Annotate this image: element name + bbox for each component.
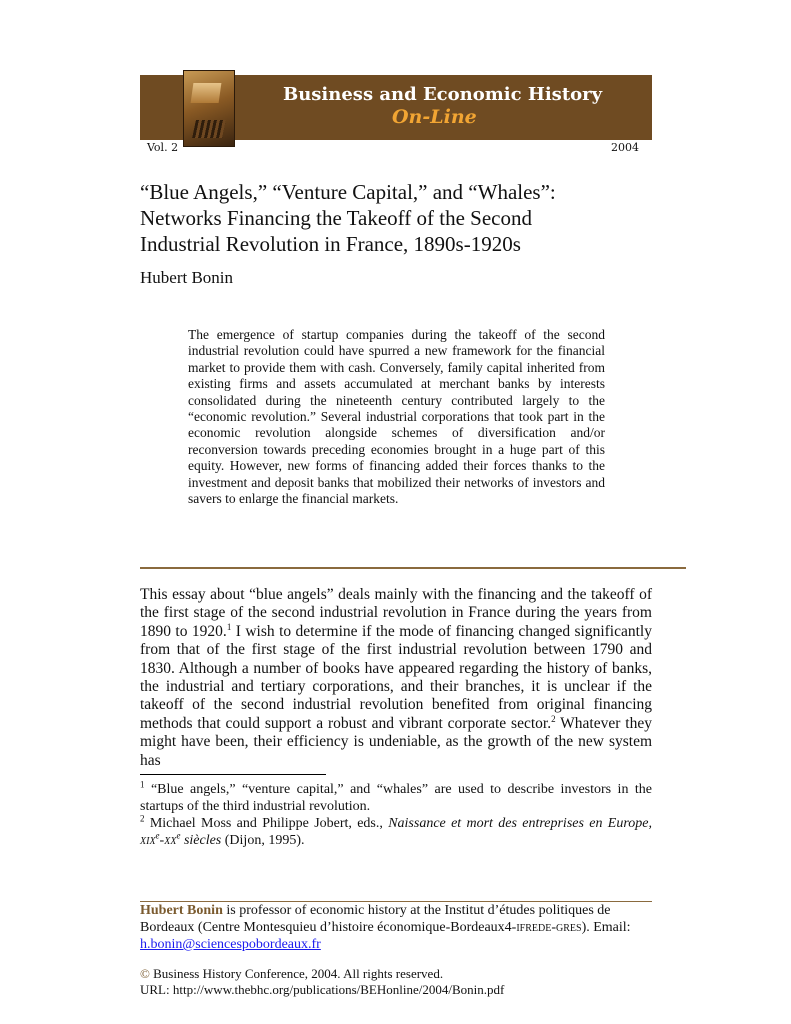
footnote-mark: 2 [140, 813, 145, 824]
century-xx: xx [164, 833, 177, 848]
body-text: Whatever they might have been, their efficiency is undeniable, as the growth of the new system has [140, 714, 652, 769]
footnote-text: (Dijon, 1995). [221, 833, 305, 848]
year-label: 2004 [611, 141, 639, 154]
footnote-text: Michael Moss and Philippe Jobert, eds., [144, 816, 389, 831]
section-divider [140, 567, 686, 569]
footnote-text: “Blue angels,” “venture capital,” and “whales” are used to describe investors in the startups of the third industrial revolution. [140, 782, 652, 814]
cited-title-text: Naissance et mort des entreprises en Europe, [388, 816, 652, 831]
author-bio [140, 902, 652, 953]
article-author: Hubert Bonin [140, 268, 234, 287]
copyright-symbol: © [140, 966, 150, 981]
footnote-ref-2[interactable]: 2 [551, 713, 556, 724]
copyright-line [140, 966, 652, 982]
logo-keyboard-graphic [192, 120, 226, 138]
bio-author-name: Hubert Bonin [140, 903, 223, 918]
title-line: Networks Financing the Takeoff of the Second [140, 206, 532, 230]
title-line: Industrial Revolution in France, 1890s-1920s [140, 232, 521, 256]
email-link[interactable]: h.bonin@sciencespobordeaux.fr [140, 937, 321, 952]
volume-label: Vol. 2 [147, 141, 179, 154]
copyright-text: Business History Conference, 2004. All rights reserved. [149, 966, 444, 981]
century-xix: xix [140, 833, 156, 848]
body-paragraph [140, 586, 652, 770]
century-suffix: e [155, 830, 160, 841]
cited-title-end: siècles [180, 833, 222, 848]
body-text: I wish to determine if the mode of financing changed significantly from that of the first stage of the first industrial revolution between 1790 and 1830. Although a number of books have appeared regarding the history of banks, the industrial and tertiary corporations, and their branches, it is unclear if the takeoff of the second industrial revolution benefited from original financing methods that could support a robust and vibrant corporate sector. [140, 622, 652, 732]
footnotes [140, 781, 652, 849]
journal-logo-image [183, 70, 235, 147]
footnote-1 [140, 781, 652, 815]
century-suffix: e [176, 830, 181, 841]
title-line: “Blue Angels,” “Venture Capital,” and “Whales”: [140, 180, 556, 204]
footnote-mark: 1 [140, 779, 145, 790]
bio-text: ). Email: [581, 920, 631, 935]
copyright-notice [140, 966, 652, 998]
bio-org: ifrede-gres [516, 920, 582, 935]
article-url: URL: http://www.thebhc.org/publications/BEHonline/2004/Bonin.pdf [140, 982, 505, 997]
bio-text: is professor of economic history at the Institut d’études politiques de Bordeaux (Centre Montesquieu d’histoire économique-Bordeaux4- [140, 903, 611, 935]
footnote-2 [140, 815, 652, 849]
journal-subtitle: On-Line [392, 106, 477, 128]
footnote-ref-1[interactable]: 1 [226, 621, 232, 632]
article-title [140, 179, 660, 257]
century-dash: - [159, 833, 165, 848]
abstract: The emergence of startup companies during the takeoff of the second industrial revolution could have spurred a new framework for the financial market to provide them with cash. Conversely, family capital inherited from existing firms and assets accumulated at merchant banks by interests consolidated during the nineteenth century contributed largely to the “economic revolution.” Several industrial corporations that took part in the economic revolution alongside schemes of diversification and/or reconversion towards preceding economies brought in a huge part of this equity. However, new forms of financing added their forces thanks to the investment and deposit banks that mobilized their networks of investors and savers to enlarge the financial markets. [188, 327, 605, 507]
body-text: This essay about “blue angels” deals mainly with the financing and the takeoff of the first stage of the second industrial revolution in France during the years from 1890 to 1920. [140, 586, 652, 640]
footnote-divider [140, 774, 326, 775]
logo-screen-graphic [191, 83, 222, 103]
journal-title: Business and Economic History [283, 84, 603, 105]
